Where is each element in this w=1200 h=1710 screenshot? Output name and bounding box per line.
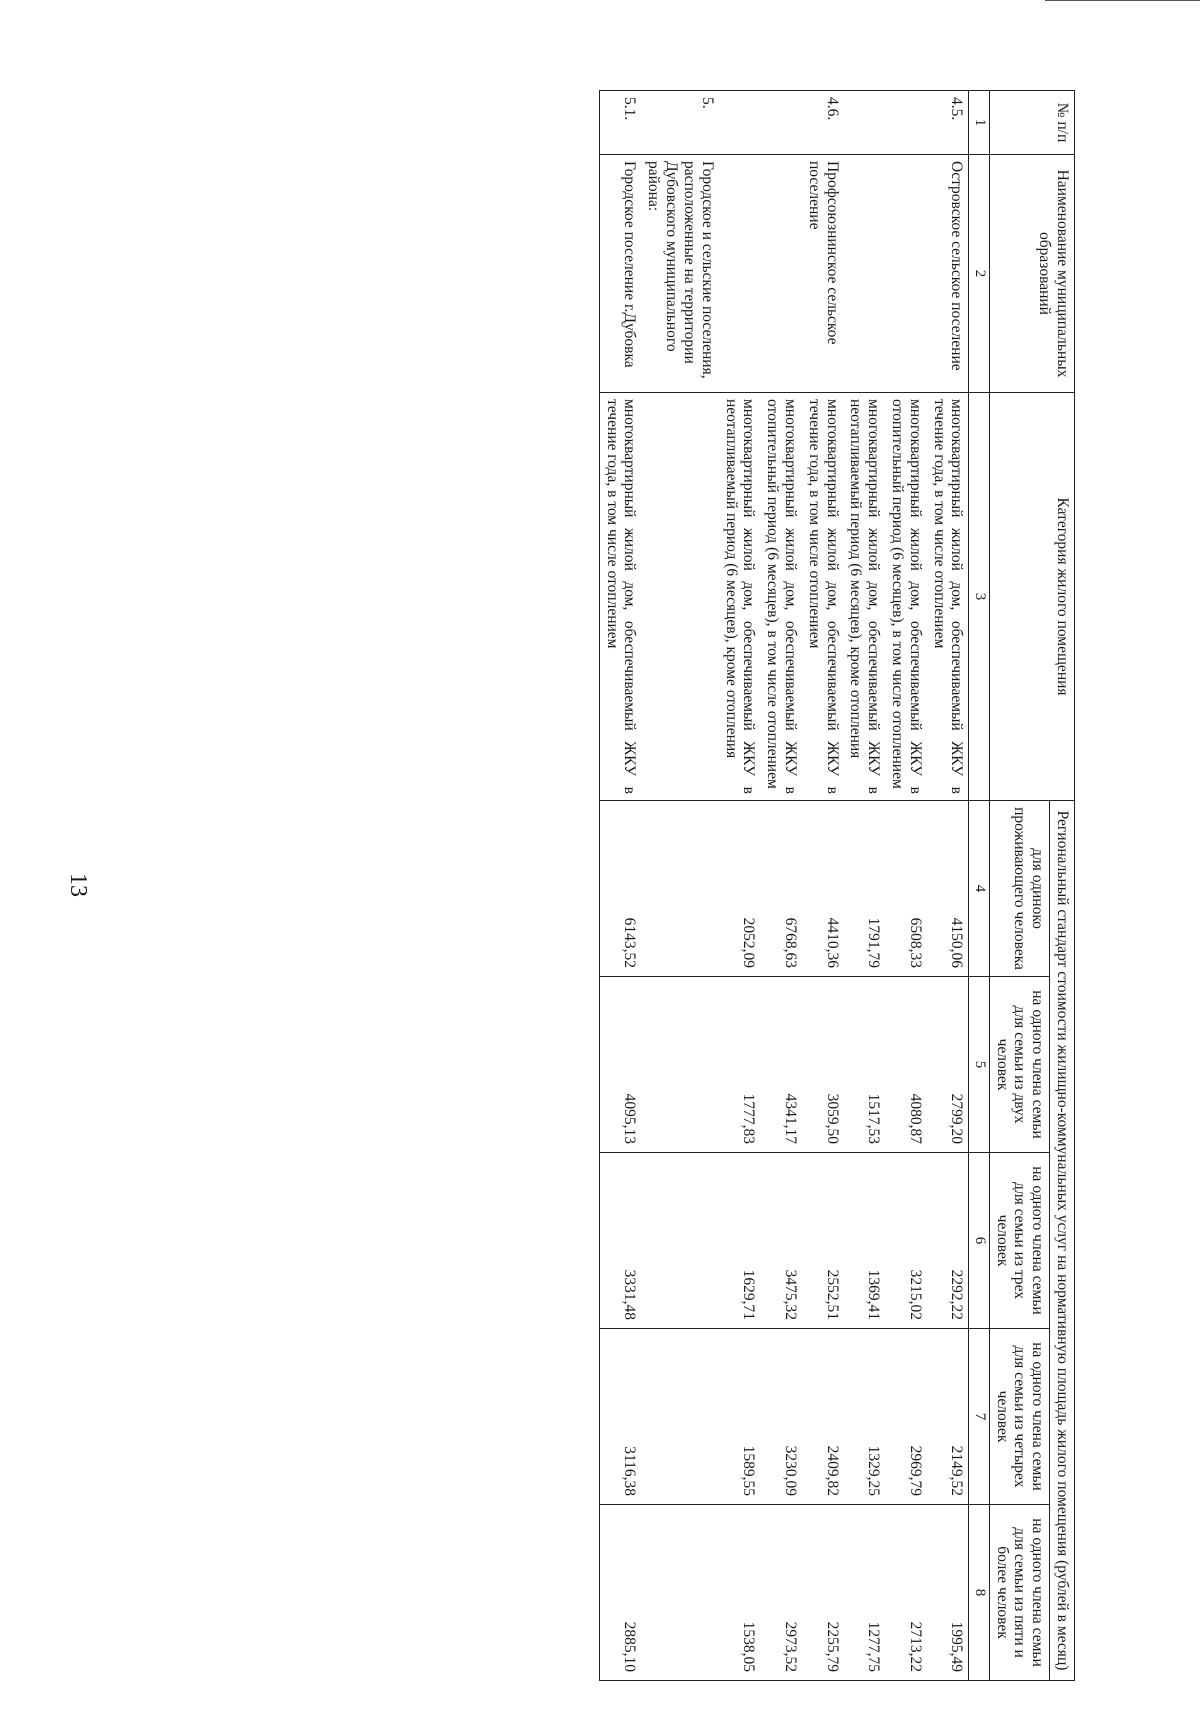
- row-name: Городское поселение г.Дубовка: [599, 155, 641, 393]
- row-category: многоквартирный жилой дом, обеспечиваемый ЖКУ в неотапливаемый период (6 месяцев), кроме отопления: [719, 393, 761, 801]
- row-value-5: [642, 977, 719, 1153]
- row-value-8: 1995,49: [927, 1505, 969, 1681]
- row-category: [642, 393, 719, 801]
- row-no: [760, 91, 802, 155]
- row-value-8: 1538,05: [719, 1505, 761, 1681]
- row-value-7: 3230,09: [760, 1329, 802, 1505]
- row-value-8: 2713,22: [885, 1505, 927, 1681]
- column-number: 7: [969, 1329, 989, 1505]
- row-value-5: 4080,87: [885, 977, 927, 1153]
- row-value-5: 1517,53: [844, 977, 886, 1153]
- row-value-6: 1369,41: [844, 1153, 886, 1329]
- row-value-8: 2885,10: [599, 1505, 641, 1681]
- row-value-5: 1777,83: [719, 977, 761, 1153]
- header-sub-5: на одного члена семьи для семьи из пяти и более человек: [989, 1505, 1049, 1681]
- row-value-7: 2969,79: [885, 1329, 927, 1505]
- table-row: [885, 91, 927, 1681]
- header-standard-group: Региональный стандарт стоимости жилищно-коммунальных услуг на нормативную площадь жилого помещения (рублей в месяц): [1050, 801, 1075, 1681]
- column-numbers-row: [969, 91, 989, 1681]
- row-category: многоквартирный жилой дом, обеспечиваемый ЖКУ в неотапливаемый период (6 месяцев), кроме отопления: [844, 393, 886, 801]
- row-value-4: 4410,36: [802, 801, 844, 977]
- row-value-8: 2255,79: [802, 1505, 844, 1681]
- row-value-4: 1791,79: [844, 801, 886, 977]
- header-category: Категория жилого помещения: [989, 393, 1074, 801]
- regional-standard-table: [599, 90, 1075, 1681]
- row-name: [760, 155, 802, 393]
- row-category: многоквартирный жилой дом, обеспечиваемый ЖКУ в течение года, в том числе отоплением: [927, 393, 969, 801]
- row-no: 4.5.: [927, 91, 969, 155]
- row-value-5: 3059,50: [802, 977, 844, 1153]
- row-name: Городское и сельские поселения, расположенные на территории Дубовского муниципального района:: [642, 155, 719, 393]
- table-row: [599, 91, 641, 1681]
- header-no: № п/п: [989, 91, 1074, 155]
- row-value-6: 1629,71: [719, 1153, 761, 1329]
- row-name: [885, 155, 927, 393]
- column-number: 3: [969, 393, 989, 801]
- row-category: многоквартирный жилой дом, обеспечиваемый ЖКУ в отопительный период (6 месяцев), в том числе отоплением: [885, 393, 927, 801]
- row-value-4: 6508,33: [885, 801, 927, 977]
- row-no: 5.: [642, 91, 719, 155]
- row-value-6: 2292,22: [927, 1153, 969, 1329]
- column-number: 2: [969, 155, 989, 393]
- header-sub-4: на одного члена семьи для семьи из четырех человек: [989, 1329, 1049, 1505]
- row-no: 4.6.: [802, 91, 844, 155]
- table-row: [642, 91, 719, 1681]
- row-value-4: 2052,09: [719, 801, 761, 977]
- row-name: [844, 155, 886, 393]
- table-row: [802, 91, 844, 1681]
- row-category: многоквартирный жилой дом, обеспечиваемый ЖКУ в течение года, в том числе отоплением: [802, 393, 844, 801]
- row-value-4: 6768,63: [760, 801, 802, 977]
- row-value-7: [642, 1329, 719, 1505]
- header-sub-1: для одиноко проживающего человека: [989, 801, 1049, 977]
- row-no: [885, 91, 927, 155]
- header-municipality: Наименование муниципальных образований: [989, 155, 1074, 393]
- row-value-6: 3215,02: [885, 1153, 927, 1329]
- row-name: Профсоюзнинское сельское поселение: [802, 155, 844, 393]
- header-sub-3: на одного члена семьи для семьи из трех человек: [989, 1153, 1049, 1329]
- row-category: многоквартирный жилой дом, обеспечиваемый ЖКУ в отопительный период (6 месяцев), в том числе отоплением: [760, 393, 802, 801]
- row-value-4: [642, 801, 719, 977]
- row-value-6: 3331,48: [599, 1153, 641, 1329]
- table-row: [760, 91, 802, 1681]
- row-value-7: 1589,55: [719, 1329, 761, 1505]
- rotated-sheet: [145, 90, 1075, 1680]
- row-value-8: 1277,75: [844, 1505, 886, 1681]
- table-row: [927, 91, 969, 1681]
- column-number: 8: [969, 1505, 989, 1681]
- table-row: [844, 91, 886, 1681]
- row-value-6: 2552,51: [802, 1153, 844, 1329]
- column-number: 4: [969, 801, 989, 977]
- row-value-8: 2973,52: [760, 1505, 802, 1681]
- row-no: [844, 91, 886, 155]
- row-no: 5.1.: [599, 91, 641, 155]
- row-value-8: [642, 1505, 719, 1681]
- page-number: 13: [65, 873, 91, 897]
- row-name: Островское сельское поселение: [927, 155, 969, 393]
- column-number: 5: [969, 977, 989, 1153]
- row-value-4: 4150,06: [927, 801, 969, 977]
- row-name: [719, 155, 761, 393]
- row-value-7: 3116,38: [599, 1329, 641, 1505]
- row-category: многоквартирный жилой дом, обеспечиваемый ЖКУ в течение года, в том числе отоплением: [599, 393, 641, 801]
- table-row: [719, 91, 761, 1681]
- header-sub-2: на одного члена семьи для семьи из двух человек: [989, 977, 1049, 1153]
- header-row-1: [1050, 91, 1075, 1681]
- row-value-6: 3475,32: [760, 1153, 802, 1329]
- column-number: 1: [969, 91, 989, 155]
- row-no: [719, 91, 761, 155]
- row-value-5: 4095,13: [599, 977, 641, 1153]
- column-number: 6: [969, 1153, 989, 1329]
- row-value-7: 2409,82: [802, 1329, 844, 1505]
- row-value-6: [642, 1153, 719, 1329]
- top-edge-line: [1045, 0, 1200, 1]
- row-value-7: 2149,52: [927, 1329, 969, 1505]
- row-value-4: 6143,52: [599, 801, 641, 977]
- row-value-5: 2799,20: [927, 977, 969, 1153]
- row-value-5: 4341,17: [760, 977, 802, 1153]
- row-value-7: 1329,25: [844, 1329, 886, 1505]
